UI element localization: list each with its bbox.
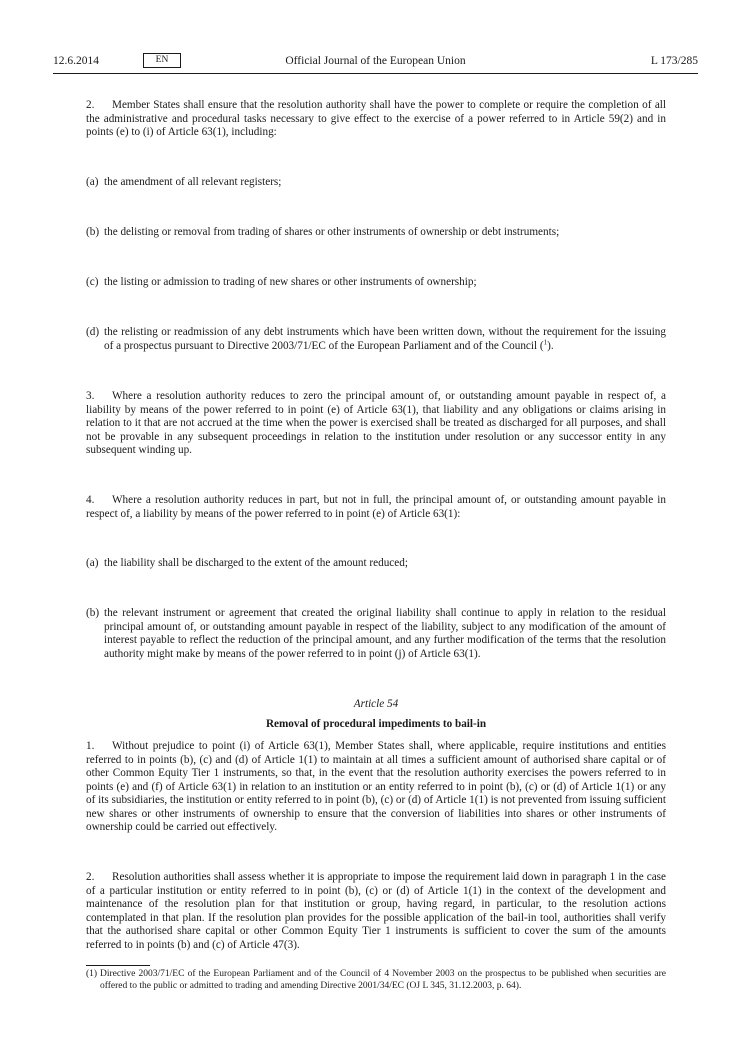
paragraph-number: 3.	[86, 390, 95, 402]
item-text: the relisting or readmission of any debt instruments which have been written down, without the requirement for the issuing of a prospectus pursuant to Directive 2003/71/EC of the European Parliament and of the Council	[104, 326, 666, 352]
footnote-label: (1)	[86, 969, 98, 979]
item-text: the listing or admission to trading of new shares or other instruments of ownership;	[104, 276, 477, 288]
paragraph-2	[86, 99, 666, 140]
list-item-p2-a	[86, 176, 666, 190]
list-item-p2-d	[86, 326, 666, 353]
item-text: the liability shall be discharged to the extent of the amount reduced;	[104, 557, 408, 569]
item-label: (a)	[86, 176, 99, 188]
journal-title: Official Journal of the European Union	[285, 55, 466, 67]
list-item-p2-c	[86, 276, 666, 290]
header-divider	[53, 73, 698, 74]
paragraph-text: Member States shall ensure that the resolution authority shall have the power to complete or require the completion of all the administrative and procedural tasks necessary to give effect to the exercise of a power referred to in Article 59(2) and in points (e) to (i) of Article 63(1), including:	[86, 99, 666, 138]
item-tail: .	[550, 339, 554, 352]
footnote	[86, 969, 666, 992]
page-reference: L 173/285	[650, 55, 698, 67]
item-label: (b)	[86, 607, 100, 619]
paragraph-text: Without prejudice to point (i) of Article 63(1), Member States shall, where applicable, require institutions and entities referred to in points (b), (c) and (d) of Article 1(1) to maintain at all times a sufficient amount of authorised share capital or of other Common Equity Tier 1 instruments, so that, in the event that the resolution authority exercises the powers referred to in points (e) and (f) of Article 63(1) in relation to an institution or an entity referred to in point (b), (c) or (d) of Article 1(1) or any of its subsidiaries, the institution or entity referred to in point (b), (c) or (d) of Article 1(1) is not prevented from issuing sufficient new shares or other instruments of ownership to ensure that the conversion of liabilities into shares or other instruments of ownership could be carried out effectively.	[86, 740, 666, 833]
item-label: (d)	[86, 326, 100, 338]
paragraph-number: 4.	[86, 494, 95, 506]
paragraph-text: Where a resolution authority reduces to zero the principal amount of, or outstanding amount payable in respect of, a liability by means of the power referred to in point (e) of Article 63(1), that liability and any obligations or claims arising in relation to it that are not accrued at the time when the power is exercised shall be treated as discharged for all purposes, and shall not be provable in any subsequent proceedings in relation to the institution under resolution or any successor entity in any subsequent winding up.	[86, 390, 666, 456]
item-text: the delisting or removal from trading of shares or other instruments of ownership or debt instruments;	[104, 226, 560, 238]
article-54-paragraph-2	[86, 871, 666, 952]
paragraph-3	[86, 390, 666, 458]
article-title: Article 54	[353, 698, 399, 710]
item-label: (a)	[86, 557, 99, 569]
paragraph-text: Resolution authorities shall assess whether it is appropriate to impose the requirement laid down in paragraph 1 in the case of a particular institution or entity referred to in point (b), (c) or (d) of Article 1(1) in the context of the development and maintenance of the resolution plan for that institution or group, having regard, in particular, to the resolution actions contemplated in that plan. If the resolution plan provides for the possible application of the bail-in tool, authorities shall verify that the authorised share capital or other Common Equity Tier 1 instruments is sufficient to cover the sum of the amounts referred to in points (b) and (c) of Article 47(3).	[86, 871, 666, 951]
list-item-p2-b	[86, 226, 666, 240]
paragraph-text: Where a resolution authority reduces in part, but not in full, the principal amount of, or outstanding amount payable in respect of, a liability by means of the power referred to in point (e) of Article 63(1):	[86, 494, 666, 520]
paragraph-number: 2.	[86, 871, 95, 883]
article-heading: Removal of procedural impediments to bail-in	[265, 718, 487, 730]
paragraph-number: 1.	[86, 740, 95, 752]
language-badge: EN	[143, 53, 181, 68]
page-header	[53, 53, 698, 73]
item-label: (c)	[86, 276, 99, 288]
footnote-text: Directive 2003/71/EC of the European Parliament and of the Council of 4 November 2003 on the prospectus to be published when securities are offered to the public or admitted to trading and amending Directive 2001/34/EC (OJ L 345, 31.12.2003, p. 64).	[100, 969, 666, 991]
item-text: the relevant instrument or agreement that created the original liability shall continue to apply in relation to the residual principal amount of, or outstanding amount payable in respect of the liability, subject to any modification of the amount of interest payable to reflect the reduction of the principal amount, and any further modification of the terms that the resolution authority might make by means of the power referred to in point (j) of Article 63(1).	[104, 607, 666, 660]
footnote-divider	[86, 965, 150, 966]
paragraph-number: 2.	[86, 99, 95, 111]
item-text: the amendment of all relevant registers;	[104, 176, 282, 188]
article-54-paragraph-1	[86, 740, 666, 835]
item-label: (b)	[86, 226, 100, 238]
footnote-ref[interactable]: 1	[543, 337, 548, 346]
paragraph-4	[86, 494, 666, 521]
list-item-p4-b	[86, 607, 666, 661]
list-item-p4-a	[86, 557, 666, 571]
header-date: 12.6.2014	[53, 55, 99, 67]
item-text-wrap: the relisting or readmission of any debt instruments which have been written down, without the requirement for the issuing of a prospectus pursuant to Directive 2003/71/EC of the European Parliament and of the Council ($^1$).	[104, 326, 666, 352]
